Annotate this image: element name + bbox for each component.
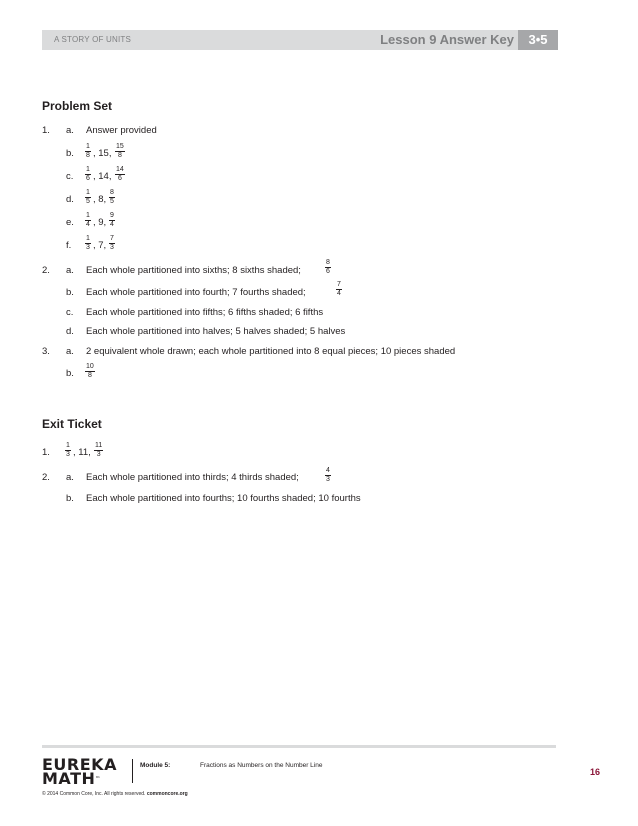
item-letter: d. xyxy=(66,194,74,205)
answer-fraction xyxy=(109,212,115,229)
module-label: Module 5: xyxy=(140,762,171,769)
item-letter: e. xyxy=(66,217,74,228)
unit-count: , 9, xyxy=(93,217,107,228)
fraction-denominator: 5 xyxy=(86,198,90,205)
unit-count: , 7, xyxy=(93,240,107,251)
problem-set-heading: Problem Set xyxy=(42,99,113,113)
fraction-numerator: 1 xyxy=(86,143,90,150)
answer-fraction xyxy=(109,189,115,206)
fraction-numerator: 14 xyxy=(116,166,124,173)
fraction-numerator: 15 xyxy=(116,143,124,150)
fraction-denominator: 6 xyxy=(326,268,330,275)
fraction-denominator: 6 xyxy=(86,175,90,182)
unit-fraction xyxy=(85,166,91,183)
fraction-denominator: 3 xyxy=(66,451,70,458)
answer-fraction xyxy=(94,442,103,459)
lesson-title: Lesson 9 Answer Key xyxy=(380,32,514,47)
fraction-denominator: 6 xyxy=(117,175,122,182)
item-letter: d. xyxy=(66,326,74,337)
logo-line-math xyxy=(42,769,117,788)
item-letter: a. xyxy=(66,125,74,136)
unit-fraction xyxy=(85,189,91,206)
answer-fraction xyxy=(115,143,125,160)
question-number: 1. xyxy=(42,447,50,458)
curriculum-label: A STORY OF UNITS xyxy=(54,35,131,44)
fraction-numerator: 1 xyxy=(86,212,90,219)
grade-module-badge: 3•5 xyxy=(518,30,558,50)
answer-text: Each whole partitioned into fourths; 10 fourths shaded; 10 fourths xyxy=(86,493,361,504)
exit-ticket-heading: Exit Ticket xyxy=(42,417,102,431)
fraction-numerator: 8 xyxy=(326,259,330,266)
fraction-numerator: 1 xyxy=(66,442,70,449)
item-letter: f. xyxy=(66,240,72,251)
fraction-numerator: 1 xyxy=(86,189,90,196)
answer-fraction xyxy=(85,363,95,380)
answer-text: Each whole partitioned into halves; 5 halves shaded; 5 halves xyxy=(86,326,346,337)
item-letter: c. xyxy=(66,307,74,318)
fraction-denominator: 8 xyxy=(87,372,92,379)
copyright-text: © 2014 Common Core, Inc. All rights reserved. xyxy=(42,791,146,797)
unit-fraction xyxy=(65,442,71,459)
fraction-denominator: 3 xyxy=(86,244,90,251)
fraction-denominator: 5 xyxy=(110,198,114,205)
item-letter: b. xyxy=(66,148,74,159)
fraction-numerator: 11 xyxy=(95,442,103,449)
answer-fraction xyxy=(336,281,342,298)
item-letter: a. xyxy=(66,472,74,483)
fraction-numerator: 7 xyxy=(337,281,341,288)
footer-divider xyxy=(132,759,133,783)
unit-count: , 15, xyxy=(93,148,112,159)
page-number: 16 xyxy=(590,767,601,777)
fraction-denominator: 4 xyxy=(337,290,341,297)
answer-text: 2 equivalent whole drawn; each whole partitioned into 8 equal pieces; 10 pieces shaded xyxy=(86,346,456,357)
answer-text: Each whole partitioned into fifths; 6 fifths shaded; 6 fifths xyxy=(86,307,324,318)
copyright-notice xyxy=(42,791,188,798)
logo-math-text: MATH xyxy=(42,769,96,788)
unit-fraction xyxy=(85,235,91,252)
question-number: 3. xyxy=(42,346,50,357)
unit-count: , 14, xyxy=(93,171,112,182)
question-number: 2. xyxy=(42,472,50,483)
answer-text: Answer provided xyxy=(86,125,157,136)
fraction-denominator: 3 xyxy=(326,476,330,483)
item-letter: b. xyxy=(66,287,74,298)
item-letter: b. xyxy=(66,368,74,379)
unit-fraction xyxy=(85,143,91,160)
question-number: 2. xyxy=(42,265,50,276)
fraction-numerator: 1 xyxy=(86,235,90,242)
item-letter: c. xyxy=(66,171,74,182)
footer-rule xyxy=(42,745,556,748)
answer-text: Each whole partitioned into thirds; 4 thirds shaded; xyxy=(86,472,299,483)
fraction-denominator: 3 xyxy=(110,244,114,251)
item-letter: a. xyxy=(66,265,74,276)
fraction-denominator: 3 xyxy=(96,451,101,458)
answer-fraction xyxy=(115,166,125,183)
question-number: 1. xyxy=(42,125,50,136)
answer-fraction xyxy=(325,467,331,484)
answer-fraction xyxy=(109,235,115,252)
fraction-denominator: 8 xyxy=(86,152,90,159)
fraction-denominator: 8 xyxy=(117,152,122,159)
item-letter: b. xyxy=(66,493,74,504)
unit-fraction xyxy=(85,212,91,229)
fraction-numerator: 10 xyxy=(86,363,94,370)
logo-line-eureka: EUREKA xyxy=(42,755,117,774)
fraction-denominator: 4 xyxy=(110,221,114,228)
eureka-math-logo xyxy=(42,755,117,788)
fraction-numerator: 1 xyxy=(86,166,90,173)
unit-count: , 8, xyxy=(93,194,107,205)
answer-text: Each whole partitioned into fourth; 7 fourths shaded; xyxy=(86,287,306,298)
fraction-numerator: 4 xyxy=(326,467,330,474)
fraction-denominator: 4 xyxy=(86,221,90,228)
answer-fraction xyxy=(325,259,331,276)
trademark-symbol: ™ xyxy=(95,776,101,782)
fraction-numerator: 7 xyxy=(110,235,114,242)
copyright-link[interactable]: commoncore.org xyxy=(146,791,188,797)
module-title: Fractions as Numbers on the Number Line xyxy=(200,762,323,769)
unit-count: , 11, xyxy=(73,447,91,458)
fraction-numerator: 8 xyxy=(110,189,114,196)
fraction-numerator: 9 xyxy=(110,212,114,219)
answer-text: Each whole partitioned into sixths; 8 sixths shaded; xyxy=(86,265,301,276)
item-letter: a. xyxy=(66,346,74,357)
